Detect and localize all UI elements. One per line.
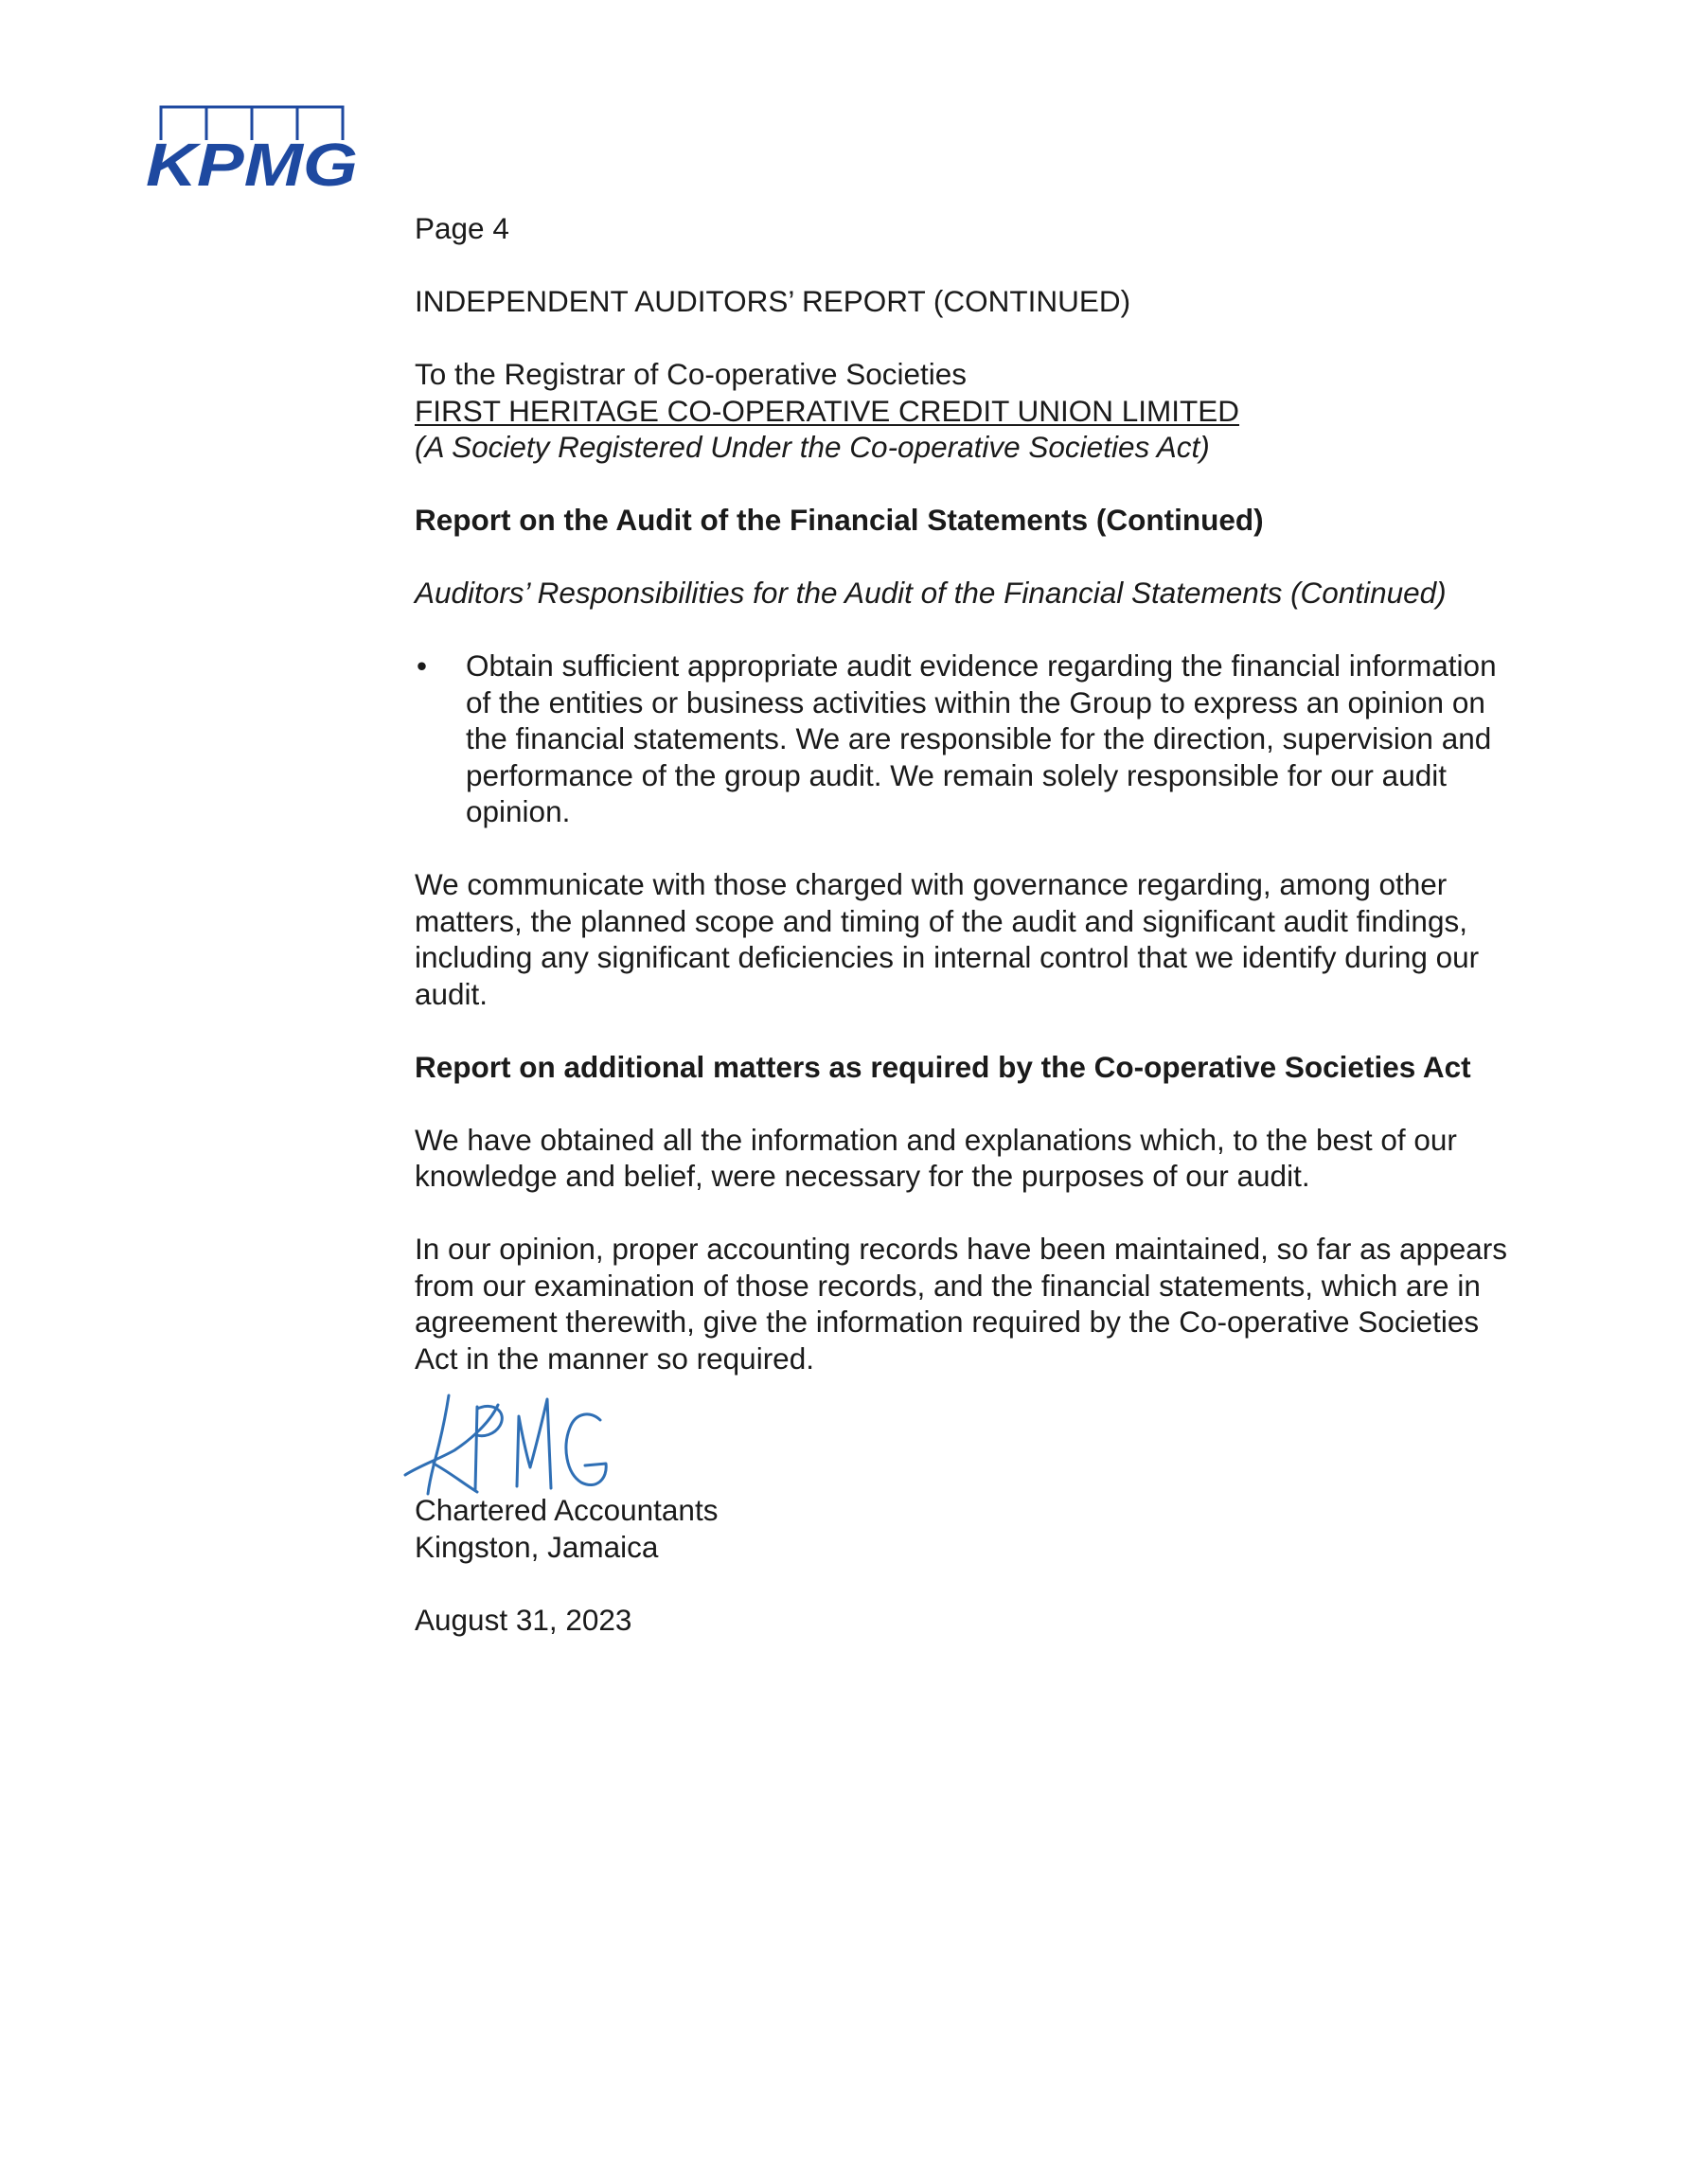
governance-paragraph: We communicate with those charged with governance regarding, among other matters, the planned scope and timing of the audit and significant audit findings, including any significant deficiencies in internal control that we identify during our audit.	[415, 867, 1480, 1011]
kpmg-logo	[144, 102, 367, 193]
addressee-line: To the Registrar of Co-operative Societies	[415, 357, 968, 391]
bullet-text: Obtain sufficient appropriate audit evidence regarding the financial information of the entities or business activities within the Group to express an opinion on the financial statements. We are responsible for the direction, supervision and performance of the group audit. We remain solely responsible for our audit opinion.	[466, 648, 1497, 828]
company-name: FIRST HERITAGE CO-OPERATIVE CREDIT UNION LIMITED	[415, 393, 1240, 428]
report-body	[415, 210, 1513, 1638]
bullet-icon: •	[417, 648, 428, 683]
report-date: August 31, 2023	[415, 1602, 632, 1637]
signatory-location: Kingston, Jamaica	[415, 1529, 659, 1564]
section-heading-audit: Report on the Audit of the Financial Statements (Continued)	[415, 503, 1264, 537]
bullet-item	[415, 648, 1513, 830]
signatory-firm: Chartered Accountants	[415, 1493, 719, 1527]
page-number: Page 4	[415, 211, 509, 245]
report-title: INDEPENDENT AUDITORS’ REPORT (CONTINUED)	[415, 284, 1131, 318]
section-heading-additional-matters: Report on additional matters as required by the Co-operative Societies Act	[415, 1049, 1471, 1084]
section-subheading-responsibilities: Auditors’ Responsibilities for the Audit of the Financial Statements (Continued)	[415, 576, 1447, 610]
information-paragraph: We have obtained all the information and explanations which, to the best of our knowledge and belief, were necessary for the purposes of our audit.	[415, 1122, 1457, 1193]
kpmg-signature	[396, 1388, 623, 1500]
company-descriptor: (A Society Registered Under the Co-operative Societies Act)	[415, 430, 1210, 464]
svg-text:KPMG: KPMG	[146, 131, 358, 193]
opinion-paragraph: In our opinion, proper accounting records have been maintained, so far as appears from our examination of those records, and the financial statements, which are in agreement therewith, give the information required by the Co-operative Societies Act in the manner so required.	[415, 1232, 1507, 1376]
